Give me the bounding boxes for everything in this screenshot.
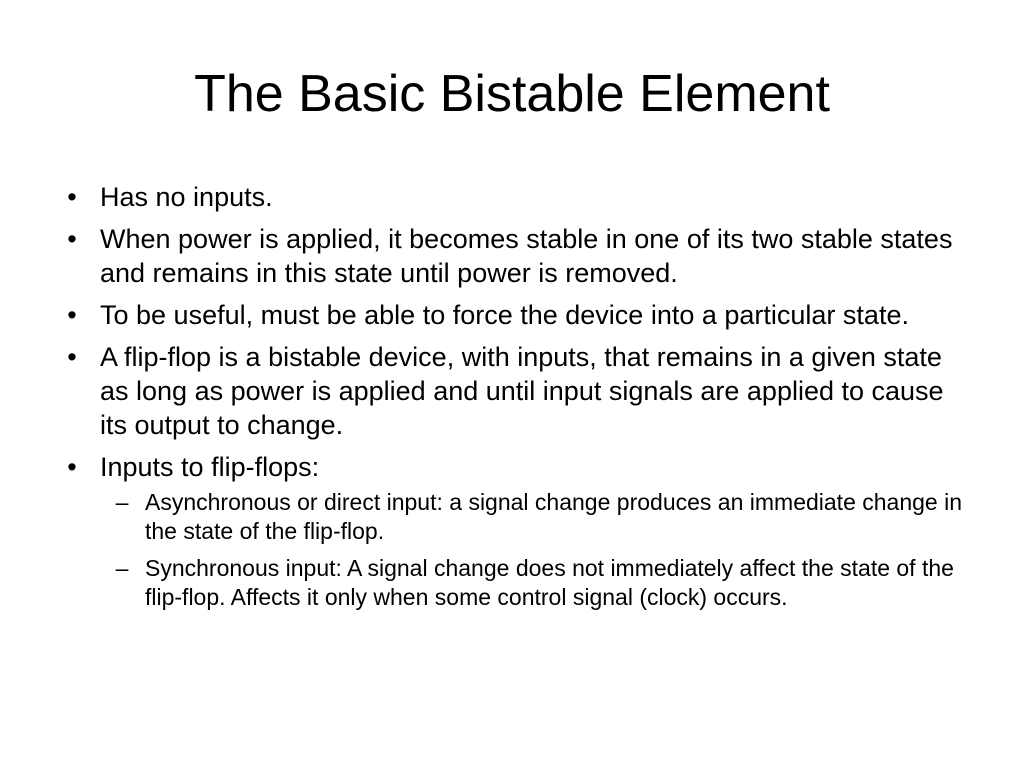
bullet-marker: • [67,224,77,254]
slide-title: The Basic Bistable Element [194,65,830,123]
bullet-text: Inputs to flip-flops: [100,452,320,482]
bullet-marker: • [67,182,77,212]
bullet-item [60,222,970,290]
bullet-marker: • [67,342,77,372]
slide-content [60,180,970,620]
bullet-text: To be useful, must be able to force the device into a particular state. [100,300,909,330]
bullet-marker: • [67,452,77,482]
bullet-list [60,180,970,612]
sub-bullet-text: Asynchronous or direct input: a signal change produces an immediate change in the state of the flip-flop. [145,489,962,544]
sub-bullet-marker: – [115,555,129,581]
sub-bullet-marker: – [115,489,129,515]
bullet-marker: • [67,300,77,330]
bullet-text: When power is applied, it becomes stable in one of its two stable states and remains in this state until power is removed. [100,224,953,288]
bullet-text: Has no inputs. [100,182,273,212]
bullet-item [60,450,970,612]
bullet-item [60,340,970,442]
bullet-text: A flip-flop is a bistable device, with inputs, that remains in a given state as long as power is applied and until input signals are applied to cause its output to change. [100,342,944,440]
sub-bullet-item [100,488,970,546]
sub-bullet-text: Synchronous input: A signal change does not immediately affect the state of the flip-flop. Affects it only when some control signal (clock) occurs. [145,555,954,610]
bullet-item [60,180,970,214]
sub-bullet-list [100,488,970,612]
bullet-item [60,298,970,332]
sub-bullet-item [100,554,970,612]
